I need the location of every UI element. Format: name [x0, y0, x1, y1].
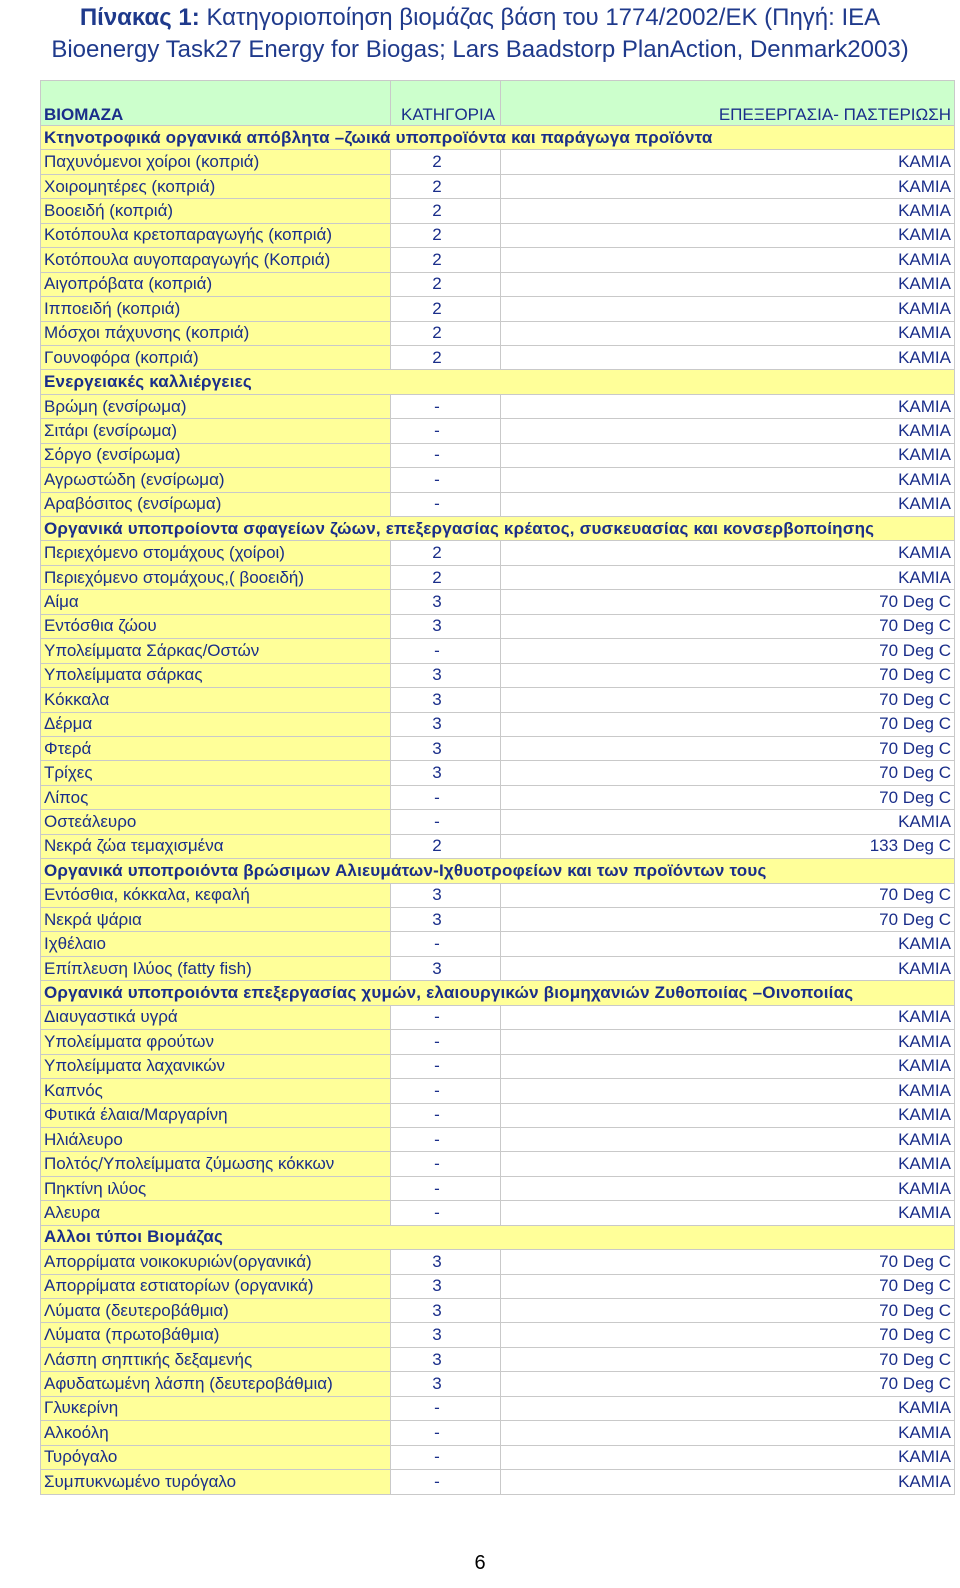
processing-cell: ΚΑΜΙΑ	[501, 468, 955, 492]
biomass-name-cell: Νεκρά ζώα τεμαχισμένα	[41, 834, 391, 858]
table-row	[41, 1103, 955, 1127]
table-row	[41, 1079, 955, 1103]
processing-cell: 70 Deg C	[501, 1299, 955, 1323]
biomass-name-cell: Δέρμα	[41, 712, 391, 736]
category-cell: -	[391, 1201, 501, 1225]
processing-cell: 133 Deg C	[501, 834, 955, 858]
biomass-name-cell: Λίπος	[41, 785, 391, 809]
table-row	[41, 345, 955, 369]
table-row	[41, 199, 955, 223]
processing-cell: ΚΑΜΙΑ	[501, 492, 955, 516]
table-row	[41, 297, 955, 321]
category-cell: 3	[391, 590, 501, 614]
biomass-name-cell: Οστεάλευρο	[41, 810, 391, 834]
table-row	[41, 1299, 955, 1323]
table-row	[41, 1152, 955, 1176]
processing-cell: ΚΑΜΙΑ	[501, 297, 955, 321]
category-cell: 3	[391, 761, 501, 785]
processing-cell: 70 Deg C	[501, 688, 955, 712]
table-row	[41, 785, 955, 809]
category-cell: 3	[391, 688, 501, 712]
category-cell: -	[391, 810, 501, 834]
category-cell: -	[391, 1396, 501, 1420]
category-cell: 3	[391, 956, 501, 980]
category-cell: 2	[391, 297, 501, 321]
table-row	[41, 1201, 955, 1225]
table-row	[41, 736, 955, 760]
table-row	[41, 908, 955, 932]
category-cell: 3	[391, 883, 501, 907]
biomass-name-cell: Περιεχόμενο στομάχους (χοίροι)	[41, 541, 391, 565]
biomass-name-cell: Διαυγαστικά υγρά	[41, 1005, 391, 1029]
processing-cell: ΚΑΜΙΑ	[501, 1396, 955, 1420]
table-row	[41, 688, 955, 712]
category-cell: 3	[391, 908, 501, 932]
table-header-row	[41, 81, 955, 126]
section-row	[41, 859, 955, 883]
category-cell: 2	[391, 541, 501, 565]
processing-cell: ΚΑΜΙΑ	[501, 248, 955, 272]
page-number: 6	[474, 1552, 486, 1574]
section-title: Αλλοι τύποι Βιομάζας	[41, 1225, 955, 1249]
table-row	[41, 1054, 955, 1078]
processing-cell: ΚΑΜΙΑ	[501, 1127, 955, 1151]
processing-cell: ΚΑΜΙΑ	[501, 150, 955, 174]
processing-cell: 70 Deg C	[501, 1347, 955, 1371]
table-row	[41, 932, 955, 956]
category-cell: -	[391, 419, 501, 443]
biomass-name-cell: Αλκοόλη	[41, 1421, 391, 1445]
biomass-name-cell: Κοτόπουλα αυγοπαραγωγής (Κοπριά)	[41, 248, 391, 272]
caption-label: Πίνακας 1:	[79, 4, 200, 31]
category-cell: 3	[391, 1299, 501, 1323]
processing-cell: ΚΑΜΙΑ	[501, 1421, 955, 1445]
category-cell: 2	[391, 321, 501, 345]
processing-cell: ΚΑΜΙΑ	[501, 321, 955, 345]
category-cell: 3	[391, 712, 501, 736]
table-row	[41, 614, 955, 638]
category-cell: 2	[391, 345, 501, 369]
section-row	[41, 370, 955, 394]
category-cell: -	[391, 443, 501, 467]
table-row	[41, 272, 955, 296]
biomass-name-cell: Αγρωστώδη (ενσίρωμα)	[41, 468, 391, 492]
table-row	[41, 1421, 955, 1445]
table-row	[41, 1030, 955, 1054]
biomass-name-cell: Συμπυκνωμένο τυρόγαλο	[41, 1470, 391, 1494]
category-cell: -	[391, 1054, 501, 1078]
category-cell: 3	[391, 614, 501, 638]
biomass-name-cell: Λύματα (πρωτοβάθμια)	[41, 1323, 391, 1347]
biomass-name-cell: Εντόσθια ζώου	[41, 614, 391, 638]
biomass-name-cell: Απορρίματα νοικοκυριών(οργανικά)	[41, 1250, 391, 1274]
category-cell: 3	[391, 1372, 501, 1396]
category-cell: 3	[391, 1274, 501, 1298]
category-cell: -	[391, 1470, 501, 1494]
table-row	[41, 1323, 955, 1347]
section-row	[41, 981, 955, 1005]
category-cell: 2	[391, 248, 501, 272]
category-cell: -	[391, 1152, 501, 1176]
processing-cell: 70 Deg C	[501, 761, 955, 785]
biomass-name-cell: Χοιρομητέρες (κοπριά)	[41, 174, 391, 198]
biomass-name-cell: Επίπλευση Ιλύος (fatty fish)	[41, 956, 391, 980]
biomass-name-cell: Βρώμη (ενσίρωμα)	[41, 394, 391, 418]
category-cell: -	[391, 1421, 501, 1445]
section-title: Οργανικά υποπροίοντα σφαγείων ζώων, επεξεργασίας κρέατος, συσκευασίας και κονσερβοποίησης	[41, 517, 955, 541]
biomass-name-cell: Νεκρά ψάρια	[41, 908, 391, 932]
processing-cell: ΚΑΜΙΑ	[501, 223, 955, 247]
biomass-name-cell: Γλυκερίνη	[41, 1396, 391, 1420]
category-cell: -	[391, 1127, 501, 1151]
category-cell: 2	[391, 174, 501, 198]
biomass-table	[40, 80, 955, 1495]
processing-cell: 70 Deg C	[501, 1274, 955, 1298]
table-row	[41, 565, 955, 589]
biomass-name-cell: Υπολείμματα Σάρκας/Οστών	[41, 639, 391, 663]
table-row	[41, 1005, 955, 1029]
section-title: Κτηνοτροφικά οργανικά απόβλητα –ζωικά υποπροϊόντα και παράγωγα προϊόντα	[41, 126, 955, 150]
processing-cell: ΚΑΜΙΑ	[501, 443, 955, 467]
processing-cell: 70 Deg C	[501, 1323, 955, 1347]
category-cell: 3	[391, 1250, 501, 1274]
table-row	[41, 1347, 955, 1371]
table-row	[41, 443, 955, 467]
biomass-name-cell: Υπολείμματα σάρκας	[41, 663, 391, 687]
category-cell: -	[391, 932, 501, 956]
processing-cell: ΚΑΜΙΑ	[501, 932, 955, 956]
category-cell: 2	[391, 199, 501, 223]
processing-cell: 70 Deg C	[501, 614, 955, 638]
biomass-name-cell: Πηκτίνη ιλύος	[41, 1176, 391, 1200]
table-row	[41, 150, 955, 174]
table-row	[41, 1445, 955, 1469]
category-cell: 2	[391, 565, 501, 589]
processing-cell: ΚΑΜΙΑ	[501, 565, 955, 589]
biomass-name-cell: Υπολείμματα φρούτων	[41, 1030, 391, 1054]
table-row	[41, 761, 955, 785]
biomass-name-cell: Πολτός/Υπολείμματα ζύμωσης κόκκων	[41, 1152, 391, 1176]
header-category: ΚΑΤΗΓΟΡΙΑ	[391, 81, 501, 126]
processing-cell: ΚΑΜΙΑ	[501, 541, 955, 565]
biomass-name-cell: Τρίχες	[41, 761, 391, 785]
processing-cell: 70 Deg C	[501, 736, 955, 760]
biomass-name-cell: Λύματα (δευτεροβάθμια)	[41, 1299, 391, 1323]
section-title: Οργανικά υποπροιόντα επεξεργασίας χυμών, ελαιουργικών βιομηχανιών Ζυθοποιίας –Οινοποιίας	[41, 981, 955, 1005]
biomass-name-cell: Απορρίματα εστιατορίων (οργανικά)	[41, 1274, 391, 1298]
category-cell: 3	[391, 1347, 501, 1371]
processing-cell: 70 Deg C	[501, 908, 955, 932]
table-row	[41, 419, 955, 443]
category-cell: 3	[391, 736, 501, 760]
processing-cell: ΚΑΜΙΑ	[501, 1470, 955, 1494]
caption-line-2: Bioenergy Task27 Energy for Biogas; Lars Baadstorp PlanAction, Denmark2003)	[51, 36, 909, 63]
biomass-name-cell: Καπνός	[41, 1079, 391, 1103]
category-cell: 2	[391, 834, 501, 858]
biomass-name-cell: Ιχθέλαιο	[41, 932, 391, 956]
processing-cell: ΚΑΜΙΑ	[501, 1005, 955, 1029]
category-cell: 2	[391, 223, 501, 247]
processing-cell: ΚΑΜΙΑ	[501, 1103, 955, 1127]
biomass-name-cell: Αλευρα	[41, 1201, 391, 1225]
category-cell: 3	[391, 1323, 501, 1347]
table-row	[41, 223, 955, 247]
category-cell: 2	[391, 150, 501, 174]
category-cell: -	[391, 1030, 501, 1054]
table-row	[41, 1176, 955, 1200]
biomass-name-cell: Αραβόσιτος (ενσίρωμα)	[41, 492, 391, 516]
table-row	[41, 1127, 955, 1151]
category-cell: -	[391, 1176, 501, 1200]
processing-cell: ΚΑΜΙΑ	[501, 419, 955, 443]
processing-cell: ΚΑΜΙΑ	[501, 1030, 955, 1054]
biomass-name-cell: Αφυδατωμένη λάσπη (δευτεροβάθμια)	[41, 1372, 391, 1396]
biomass-name-cell: Παχυνόμενοι χοίροι (κοπριά)	[41, 150, 391, 174]
processing-cell: ΚΑΜΙΑ	[501, 956, 955, 980]
processing-cell: ΚΑΜΙΑ	[501, 272, 955, 296]
processing-cell: ΚΑΜΙΑ	[501, 199, 955, 223]
processing-cell: 70 Deg C	[501, 883, 955, 907]
table-row	[41, 956, 955, 980]
biomass-name-cell: Τυρόγαλο	[41, 1445, 391, 1469]
section-title: Ενεργειακές καλλιέργειες	[41, 370, 955, 394]
biomass-name-cell: Μόσχοι πάχυνσης (κοπριά)	[41, 321, 391, 345]
biomass-name-cell: Περιεχόμενο στομάχους,( βοοειδή)	[41, 565, 391, 589]
biomass-name-cell: Ιπποειδή (κοπριά)	[41, 297, 391, 321]
processing-cell: ΚΑΜΙΑ	[501, 1201, 955, 1225]
category-cell: -	[391, 639, 501, 663]
processing-cell: 70 Deg C	[501, 590, 955, 614]
table-caption	[0, 2, 960, 66]
biomass-name-cell: Αιγοπρόβατα (κοπριά)	[41, 272, 391, 296]
category-cell: 3	[391, 663, 501, 687]
biomass-name-cell: Φτερά	[41, 736, 391, 760]
table-row	[41, 639, 955, 663]
caption-title-1: Κατηγοριοποίηση βιομάζας βάση του 1774/2002/ΕΚ (Πηγή: IEA	[206, 4, 881, 31]
biomass-name-cell: Εντόσθια, κόκκαλα, κεφαλή	[41, 883, 391, 907]
table-row	[41, 663, 955, 687]
table-row	[41, 468, 955, 492]
table-row	[41, 541, 955, 565]
processing-cell: ΚΑΜΙΑ	[501, 1176, 955, 1200]
processing-cell: 70 Deg C	[501, 639, 955, 663]
table-row	[41, 810, 955, 834]
header-processing: ΕΠΕΞΕΡΓΑΣΙΑ- ΠΑΣΤΕΡΙΩΣΗ	[501, 81, 955, 126]
table-row	[41, 1396, 955, 1420]
processing-cell: ΚΑΜΙΑ	[501, 1079, 955, 1103]
processing-cell: 70 Deg C	[501, 785, 955, 809]
section-row	[41, 1225, 955, 1249]
caption-line-1	[0, 2, 960, 34]
biomass-name-cell: Βοοειδή (κοπριά)	[41, 199, 391, 223]
section-row	[41, 517, 955, 541]
category-cell: -	[391, 1445, 501, 1469]
table-row	[41, 1274, 955, 1298]
section-row	[41, 126, 955, 150]
processing-cell: ΚΑΜΙΑ	[501, 1054, 955, 1078]
category-cell: -	[391, 492, 501, 516]
table-row	[41, 1372, 955, 1396]
biomass-name-cell: Φυτικά έλαια/Μαργαρίνη	[41, 1103, 391, 1127]
biomass-name-cell: Κοτόπουλα κρετοπαραγωγής (κοπριά)	[41, 223, 391, 247]
table-row	[41, 1250, 955, 1274]
category-cell: -	[391, 1079, 501, 1103]
table-row	[41, 492, 955, 516]
category-cell: 2	[391, 272, 501, 296]
category-cell: -	[391, 785, 501, 809]
section-title: Οργανικά υποπροιόντα βρώσιμων Αλιευμάτων-Ιχθυοτροφείων και των προϊόντων τους	[41, 859, 955, 883]
processing-cell: ΚΑΜΙΑ	[501, 174, 955, 198]
processing-cell: 70 Deg C	[501, 712, 955, 736]
biomass-name-cell: Υπολείμματα λαχανικών	[41, 1054, 391, 1078]
processing-cell: ΚΑΜΙΑ	[501, 1445, 955, 1469]
category-cell: -	[391, 394, 501, 418]
table-row	[41, 174, 955, 198]
header-biomass: ΒΙΟΜΑΖΑ	[41, 81, 391, 126]
category-cell: -	[391, 1103, 501, 1127]
category-cell: -	[391, 468, 501, 492]
processing-cell: ΚΑΜΙΑ	[501, 345, 955, 369]
table-row	[41, 883, 955, 907]
table-row	[41, 590, 955, 614]
processing-cell: ΚΑΜΙΑ	[501, 810, 955, 834]
table-row	[41, 1470, 955, 1494]
table-row	[41, 321, 955, 345]
biomass-name-cell: Ηλιάλευρο	[41, 1127, 391, 1151]
processing-cell: 70 Deg C	[501, 1372, 955, 1396]
processing-cell: ΚΑΜΙΑ	[501, 1152, 955, 1176]
processing-cell: 70 Deg C	[501, 1250, 955, 1274]
biomass-name-cell: Λάσπη σηπτικής δεξαμενής	[41, 1347, 391, 1371]
processing-cell: ΚΑΜΙΑ	[501, 394, 955, 418]
biomass-name-cell: Κόκκαλα	[41, 688, 391, 712]
table-row	[41, 712, 955, 736]
biomass-name-cell: Αίμα	[41, 590, 391, 614]
table-row	[41, 248, 955, 272]
biomass-name-cell: Σιτάρι (ενσίρωμα)	[41, 419, 391, 443]
biomass-name-cell: Σόργο (ενσίρωμα)	[41, 443, 391, 467]
biomass-name-cell: Γουνοφόρα (κοπριά)	[41, 345, 391, 369]
processing-cell: 70 Deg C	[501, 663, 955, 687]
category-cell: -	[391, 1005, 501, 1029]
table-row	[41, 394, 955, 418]
table-row	[41, 834, 955, 858]
